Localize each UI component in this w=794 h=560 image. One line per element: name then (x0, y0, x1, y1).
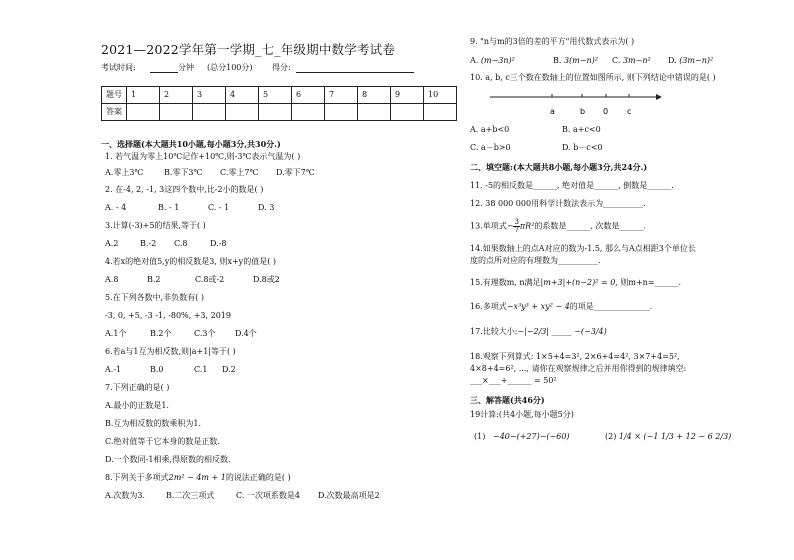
question-number-cell: 1 (127, 87, 160, 104)
q9-option-b[interactable] (553, 56, 598, 66)
question-number-cell: 10 (424, 87, 457, 104)
answer-table-answer-row (102, 104, 457, 121)
q16-prefix: 16.多项式 (470, 302, 507, 311)
answer-cell[interactable] (325, 104, 358, 121)
q5-option-a[interactable]: A.1个 (105, 329, 127, 338)
q8-suffix: 的说法正确的是( ) (225, 473, 291, 482)
q16-polynomial: −x³y³ + xy² − 4 (506, 302, 570, 311)
question-8 (105, 473, 291, 483)
q13-fraction-numerator: 3 (514, 218, 519, 226)
q19-1-label: (1) (474, 432, 486, 441)
question-19-1 (474, 432, 570, 442)
question-19: 19计算:(共4小题,每小题5分) (470, 410, 574, 419)
q9-option-b-expr: 3(m−n)² (563, 56, 598, 65)
section-solve-heading: 三、解答题(共46分) (470, 395, 545, 405)
score-blank[interactable] (296, 63, 414, 73)
total-score-label: (总分100分) (207, 63, 253, 72)
q3-option-c[interactable]: C.8 (174, 239, 188, 248)
q9-option-d[interactable] (668, 56, 713, 66)
q1-option-d[interactable]: D.零下7℃ (276, 168, 315, 177)
question-number-cell: 4 (226, 87, 259, 104)
q13-monomial: πR² (519, 221, 535, 231)
q4-option-d[interactable]: D.8或2 (253, 275, 280, 284)
q9-option-c-label: C. (612, 56, 621, 65)
number-line-figure (490, 88, 670, 118)
q4-option-c[interactable]: C.8或-2 (195, 275, 225, 284)
question-number-cell: 8 (358, 87, 391, 104)
question-18-line-3: ___×___+______ = 50² (470, 376, 557, 385)
q5-option-c[interactable]: C.3个 (194, 329, 216, 338)
q2-option-d[interactable]: D. 3 (258, 203, 275, 212)
question-10: 10. a, b, c三个数在数轴上的位置如图所示, 则下列结论中错误的是( ) (470, 73, 716, 82)
q7-option-a[interactable]: A.最小的正数是1. (105, 401, 169, 410)
question-18-line-2: 4×8+4=6², ..., 请你在观察规律之后并用你得到的规律填空: (470, 364, 687, 373)
q17-blank[interactable]: _____ (551, 327, 572, 336)
question-15 (470, 278, 681, 288)
q3-option-a[interactable]: A.2 (105, 239, 119, 248)
q10-option-b[interactable]: B. a+c<0 (562, 125, 601, 134)
question-7: 7.下列正确的是( ) (105, 383, 170, 392)
question-6: 6.若a与1互为相反数,则|a+1|等于( ) (105, 347, 236, 356)
q9-option-a-expr: (m−3n)² (480, 56, 515, 65)
q7-option-c[interactable]: C.绝对值等于它本身的数是正数. (105, 437, 220, 446)
exam-title: 2021—2022学年第一学期_七_年级期中数学考试卷 (101, 42, 396, 57)
answer-cell[interactable] (160, 104, 193, 121)
question-2: 2. 在-4, 2, -1, 3这四个数中,比-2小的数是( ) (105, 185, 264, 194)
q16-suffix: 的项是______________. (569, 302, 653, 311)
answer-cell[interactable] (259, 104, 292, 121)
question-number-cell: 2 (160, 87, 193, 104)
question-18: 18.观察下列算式: 1×5+4=3², 2×6+4=4², 3×7+4=5², (470, 352, 680, 361)
q1-option-b[interactable]: B.零下3℃ (164, 168, 203, 177)
q15-equation: |m+3|+(n−2)² = 0 (540, 278, 616, 287)
q6-option-d[interactable]: D.2 (222, 365, 236, 374)
question-number-label: 题号 (102, 87, 127, 104)
question-19-2 (605, 432, 731, 442)
exam-time-label: 考试时间: (101, 63, 136, 72)
question-9: 9. "n与m的3倍的差的平方"用代数式表示为( ) (470, 37, 635, 46)
q8-polynomial: 2m² − 4m + 1 (168, 473, 226, 482)
score-label: 得分: (272, 63, 291, 72)
q15-prefix: 15.有理数m, n满足 (470, 278, 541, 287)
question-16 (470, 302, 652, 312)
section-multiple-choice-heading: 一、选择题(本大题共10小题,每小题3分,共30分.) (101, 139, 281, 149)
q19-2-expression: 1/4 × (−1 1/3 + 12 − 6 2/3) (618, 432, 732, 441)
q13-suffix: 的系数是______, 次数是______. (534, 221, 647, 231)
question-11: 11. -5的相反数是______, 绝对值是______, 倒数是______. (470, 181, 674, 190)
label-0: 0 (603, 107, 609, 116)
q8-option-b[interactable]: B.二次三项式 (166, 491, 215, 500)
q9-option-d-label: D. (668, 56, 677, 65)
q3-option-d[interactable]: D.-8 (210, 239, 227, 248)
q9-option-b-label: B. (553, 56, 562, 65)
q2-option-b[interactable]: B. - 1 (158, 203, 180, 212)
q4-option-a[interactable]: A.8 (105, 275, 119, 284)
label-b: b (580, 107, 586, 116)
q10-option-c[interactable]: C. a－b>0 (470, 143, 511, 152)
number-line-arrow-icon (656, 94, 662, 100)
question-5: 5.在下列各数中,非负数有( ) (105, 293, 204, 302)
q9-option-a[interactable] (470, 56, 515, 66)
q6-option-c[interactable]: C.1 (194, 365, 208, 374)
answer-table-header-row (102, 87, 457, 104)
question-number-cell: 9 (391, 87, 424, 104)
answer-cell[interactable] (358, 104, 391, 121)
question-13: 13.单项式− $\frac{3}{7}$ πR²的系数是______, 次数是______. (470, 218, 647, 234)
q8-option-d[interactable]: D.次数最高项是2 (318, 491, 380, 500)
answer-cell[interactable] (226, 104, 259, 121)
question-3: 3.计算(-3)+5的结果,等于( ) (105, 221, 206, 230)
q4-option-b[interactable]: B.2 (147, 275, 161, 284)
q9-option-d-expr: (3m−n)² (679, 56, 714, 65)
section-fill-in-heading: 二、填空题:(本大题共8小题,每小题3分,共24分.) (470, 162, 648, 172)
question-14: 14.如果数轴上的点A对应的数为-1.5, 那么与A点相距3个单位长 (470, 244, 696, 253)
q8-prefix: 8.下列关于多项式 (105, 473, 169, 482)
q1-option-c[interactable]: C.零上7℃ (220, 168, 259, 177)
q17-left-expr: −|−2/3| (517, 327, 550, 336)
q8-option-a[interactable]: A.次数为3. (105, 491, 145, 500)
q13-fraction-denominator: 7 (514, 226, 519, 234)
answer-cell[interactable] (292, 104, 325, 121)
q10-option-a[interactable]: A. a+b<0 (470, 125, 510, 134)
q1-option-a[interactable]: A.零上3℃ (105, 168, 144, 177)
q9-option-c-expr: 3m−n² (622, 56, 651, 65)
q9-option-a-label: A. (470, 56, 479, 65)
answer-table (101, 86, 457, 121)
q17-right-expr: −(−3/4) (574, 327, 607, 336)
q5-option-b[interactable]: B.2个 (150, 329, 172, 338)
answer-cell[interactable] (193, 104, 226, 121)
q7-option-b[interactable]: B.互为相反数的数乘积为1. (105, 419, 202, 428)
answer-cell[interactable] (424, 104, 457, 121)
exam-time-blank[interactable] (150, 63, 178, 73)
q10-option-d[interactable]: D. b－c<0 (562, 143, 603, 152)
q2-option-c[interactable]: C. - 1 (208, 203, 230, 212)
q15-suffix: , 则m+n=______. (615, 278, 682, 287)
q3-option-b[interactable]: B.-2 (140, 239, 157, 248)
question-number-cell: 6 (292, 87, 325, 104)
q13-prefix: 13.单项式 (470, 221, 507, 231)
question-number-cell: 5 (259, 87, 292, 104)
label-a: a (550, 107, 555, 116)
question-4: 4.若x的绝对值5,y的相反数是3, 则x+y的值是( ) (105, 257, 276, 266)
q6-option-b[interactable]: B.0 (150, 365, 164, 374)
q5-number-list: -3, 0, +5, -3 -1, -80%, +3, 2019 (105, 311, 231, 320)
question-12: 12. 38 000 000用科学计数法表示为__________. (470, 199, 646, 208)
question-number-cell: 3 (193, 87, 226, 104)
q19-1-expression: −40−(+27)−(−60) (492, 432, 570, 441)
answer-cell[interactable] (391, 104, 424, 121)
answer-cell[interactable] (127, 104, 160, 121)
q2-option-a[interactable]: A. - 4 (105, 203, 127, 212)
question-14-continued: 度的点所对应的有理数为__________. (470, 256, 601, 265)
minutes-label: 分钟 (178, 63, 194, 72)
q19-2-label: (2) (605, 432, 617, 441)
q6-option-a[interactable]: A.-1 (105, 365, 122, 374)
label-c: c (627, 107, 632, 116)
question-17 (470, 327, 607, 337)
question-1: 1. 若气温为零上10℃记作+10℃,则-3℃表示气温为( ) (105, 152, 301, 161)
q17-prefix: 17.比较大小: (470, 327, 518, 336)
answer-label: 答案 (102, 104, 127, 121)
q9-option-c[interactable] (612, 56, 651, 66)
question-number-cell: 7 (325, 87, 358, 104)
q7-option-d[interactable]: D.一个数同-1相乘,得原数的相反数. (105, 455, 231, 464)
q8-option-c[interactable]: C. 一次项系数是4 (236, 491, 301, 500)
q5-option-d[interactable]: D.4个 (235, 329, 257, 338)
